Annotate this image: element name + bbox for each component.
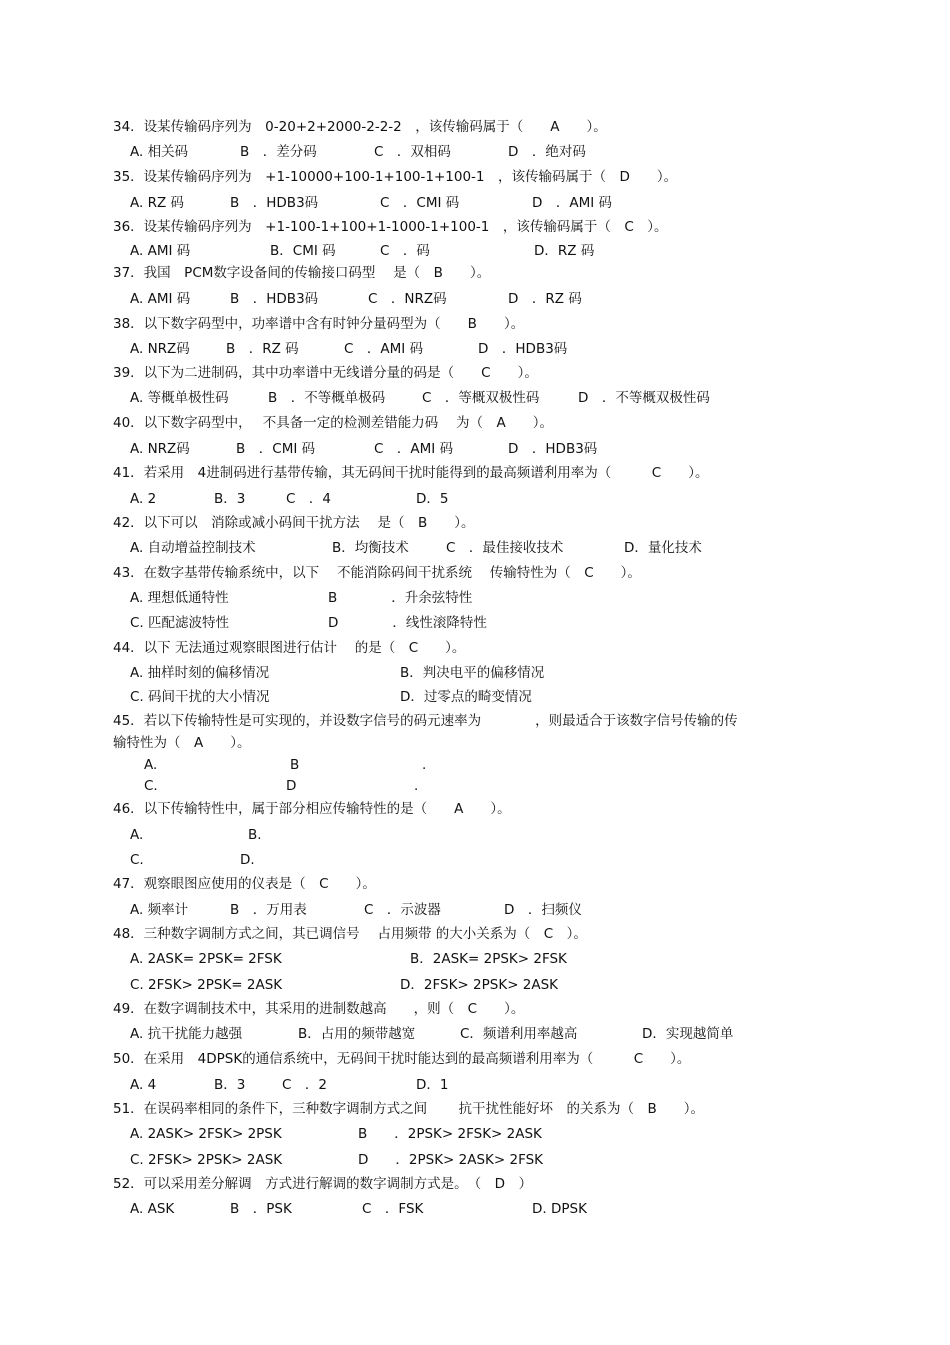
option-item: D ．线性滚降特性: [328, 615, 487, 631]
options-row: [130, 1076, 830, 1096]
options-row: [130, 688, 830, 708]
question-50: 50．在采用 4DPSK的通信系统中，无码间干扰时能达到的最高频谱利用率为（ C ）。: [113, 1051, 691, 1067]
options-row: [130, 1151, 830, 1171]
question-38: 38．以下数字码型中，功率谱中含有时钟分量码型为（ B ）。: [113, 316, 525, 332]
option-item: A. 抗干扰能力越强: [130, 1026, 243, 1042]
option-item: D．实现越简单: [642, 1026, 734, 1042]
option-item: A. 理想低通特性: [130, 590, 229, 606]
option-item: C ．2: [282, 1077, 328, 1093]
option-item: C. 2FSK> 2PSK= 2ASK: [130, 977, 283, 993]
option-item: A. 2: [130, 491, 157, 507]
option-item: C.: [130, 852, 144, 868]
option-item: A. 频率计: [130, 902, 189, 918]
option-item: A. 等概单极性码: [130, 390, 229, 406]
option-item: A. 2ASK> 2FSK> 2PSK: [130, 1126, 282, 1142]
option-item: B．判决电平的偏移情况: [400, 665, 545, 681]
option-item: D ．2PSK> 2ASK> 2FSK: [358, 1152, 544, 1168]
option-item: D ．绝对码: [508, 144, 586, 160]
options-row: [130, 614, 830, 634]
question-43: 43．在数字基带传输系统中，以下 不能消除码间干扰系统 传输特性为（ C ）。: [113, 565, 641, 581]
option-item: B ．升余弦特性: [328, 590, 473, 606]
option-item: A.: [144, 757, 158, 773]
option-item: A. AMI 码: [130, 291, 191, 307]
options-row: [130, 976, 830, 996]
option-item: C ．NRZ码: [368, 291, 447, 307]
option-item: C. 匹配滤波特性: [130, 615, 230, 631]
options-row: [130, 756, 830, 776]
option-item: B ．RZ 码: [226, 341, 299, 357]
option-item: C ．AMI 码: [344, 341, 424, 357]
option-item: D．2FSK> 2PSK> 2ASK: [400, 977, 559, 993]
option-item: C ．FSK: [362, 1201, 424, 1217]
question-47: 47．观察眼图应使用的仪表是（ C ）。: [113, 876, 376, 892]
option-item: B: [290, 757, 300, 773]
option-item: B．占用的频带越宽: [298, 1026, 416, 1042]
option-item: A. AMI 码: [130, 243, 191, 259]
question-42: 42．以下可以 消除或减小码间干扰方法 是（ B ）。: [113, 515, 475, 531]
option-item: C ．码: [380, 243, 430, 259]
question-39: 39．以下为二进制码，其中功率谱中无线谱分量的码是（ C ）。: [113, 365, 538, 381]
question-49: 49．在数字调制技术中，其采用的进制数越高 ，则（ C ）。: [113, 1001, 525, 1017]
option-item: A. 4: [130, 1077, 157, 1093]
options-row: [130, 242, 830, 262]
option-item: C．频谱利用率越高: [460, 1026, 578, 1042]
option-item: .: [414, 778, 419, 794]
option-item: B．均衡技术: [332, 540, 409, 556]
option-item: A. 抽样时刻的偏移情况: [130, 665, 270, 681]
option-item: C ．4: [286, 491, 332, 507]
question-44: 44．以下 无法通过观察眼图进行估计 的是（ C ）。: [113, 640, 466, 656]
options-row: [130, 664, 830, 684]
option-item: C ．示波器: [364, 902, 441, 918]
option-item: A. NRZ码: [130, 441, 190, 457]
option-item: D．过零点的畸变情况: [400, 689, 532, 705]
option-item: A. 自动增益控制技术: [130, 540, 256, 556]
options-row: [130, 826, 830, 846]
option-item: B ．PSK: [230, 1201, 292, 1217]
question-46: 46．以下传输特性中，属于部分相应传输特性的是（ A ）。: [113, 801, 511, 817]
question-51: 51．在误码率相同的条件下，三种数字调制方式之间 抗干扰性能好坏 的关系为（ B ）。: [113, 1101, 704, 1117]
option-item: C ．最佳接收技术: [446, 540, 564, 556]
option-item: D ．扫频仪: [504, 902, 582, 918]
question-48: 48．三种数字调制方式之间，其已调信号 占用频带 的大小关系为（ C ）。: [113, 926, 587, 942]
option-item: D．5: [416, 491, 449, 507]
option-item: D.: [240, 852, 255, 868]
option-item: B．CMI 码: [270, 243, 336, 259]
option-item: B ．HDB3码: [230, 195, 319, 211]
option-item: B ．万用表: [230, 902, 307, 918]
option-item: A. NRZ码: [130, 341, 190, 357]
option-item: D ．AMI 码: [532, 195, 613, 211]
options-row: [130, 950, 830, 970]
option-item: C.: [144, 778, 158, 794]
options-row: [130, 490, 830, 510]
option-item: A. 2ASK= 2PSK= 2FSK: [130, 951, 282, 967]
option-item: B ．2PSK> 2FSK> 2ASK: [358, 1126, 542, 1142]
options-row: [130, 1200, 830, 1220]
option-item: D ．RZ 码: [508, 291, 582, 307]
question-36: 36．设某传输码序列为 +1-100-1+100+1-1000-1+100-1 ，该传输码属于（ C ）。: [113, 219, 668, 235]
option-item: A. 相关码: [130, 144, 189, 160]
option-item: A.: [130, 827, 144, 843]
question-37: 37．我国 PCM数字设备间的传输接口码型 是（ B ）。: [113, 265, 491, 281]
option-item: B ．不等概单极码: [268, 390, 386, 406]
option-item: B．2ASK= 2PSK> 2FSK: [410, 951, 567, 967]
options-row: [130, 143, 830, 163]
option-item: D．量化技术: [624, 540, 702, 556]
option-item: B ．差分码: [240, 144, 317, 160]
option-item: B.: [248, 827, 262, 843]
option-item: D. DPSK: [532, 1201, 587, 1217]
options-row: [130, 194, 830, 214]
option-item: D ．HDB3码: [478, 341, 568, 357]
option-item: .: [422, 757, 427, 773]
options-row: [130, 1025, 830, 1045]
option-item: D ．不等概双极性码: [578, 390, 710, 406]
options-row: [130, 851, 830, 871]
question-52: 52．可以采用差分解调 方式进行解调的数字调制方式是。 （ D ）: [113, 1176, 533, 1192]
options-row: [130, 389, 830, 409]
option-item: B ．HDB3码: [230, 291, 319, 307]
options-row: [130, 539, 830, 559]
options-row: [130, 340, 830, 360]
option-item: D．1: [416, 1077, 449, 1093]
options-row: [130, 290, 830, 310]
options-row: [130, 901, 830, 921]
option-item: C. 码间干扰的大小情况: [130, 689, 270, 705]
option-item: D ．HDB3码: [508, 441, 598, 457]
option-item: D．RZ 码: [534, 243, 595, 259]
options-row: [130, 777, 830, 797]
question-45-continued: 输特性为（ A ）。: [113, 735, 251, 751]
option-item: C ．等概双极性码: [422, 390, 540, 406]
option-item: C ．AMI 码: [374, 441, 454, 457]
options-row: [130, 440, 830, 460]
option-item: C ．双相码: [374, 144, 451, 160]
option-item: C ．CMI 码: [380, 195, 460, 211]
option-item: B ．CMI 码: [236, 441, 316, 457]
options-row: [130, 1125, 830, 1145]
option-item: B．3: [214, 1077, 246, 1093]
question-35: 35．设某传输码序列为 +1-10000+100-1+100-1+100-1 ，该传输码属于（ D ）。: [113, 169, 678, 185]
option-item: D: [286, 778, 297, 794]
options-row: [130, 589, 830, 609]
option-item: A. ASK: [130, 1201, 175, 1217]
question-34: 34．设某传输码序列为 0-20+2+2000-2-2-2 ，该传输码属于（ A ）。: [113, 119, 607, 135]
question-40: 40．以下数字码型中， 不具备一定的检测差错能力码 为（ A ）。: [113, 415, 553, 431]
question-45: 45．若以下传输特性是可实现的，并设数字信号的码元速率为 ，则最适合于该数字信号传输的传: [113, 713, 738, 729]
option-item: A. RZ 码: [130, 195, 184, 211]
option-item: B．3: [214, 491, 246, 507]
question-41: 41．若采用 4进制码进行基带传输，其无码间干扰时能得到的最高频谱利用率为（ C ）。: [113, 465, 709, 481]
option-item: C. 2FSK> 2PSK> 2ASK: [130, 1152, 283, 1168]
